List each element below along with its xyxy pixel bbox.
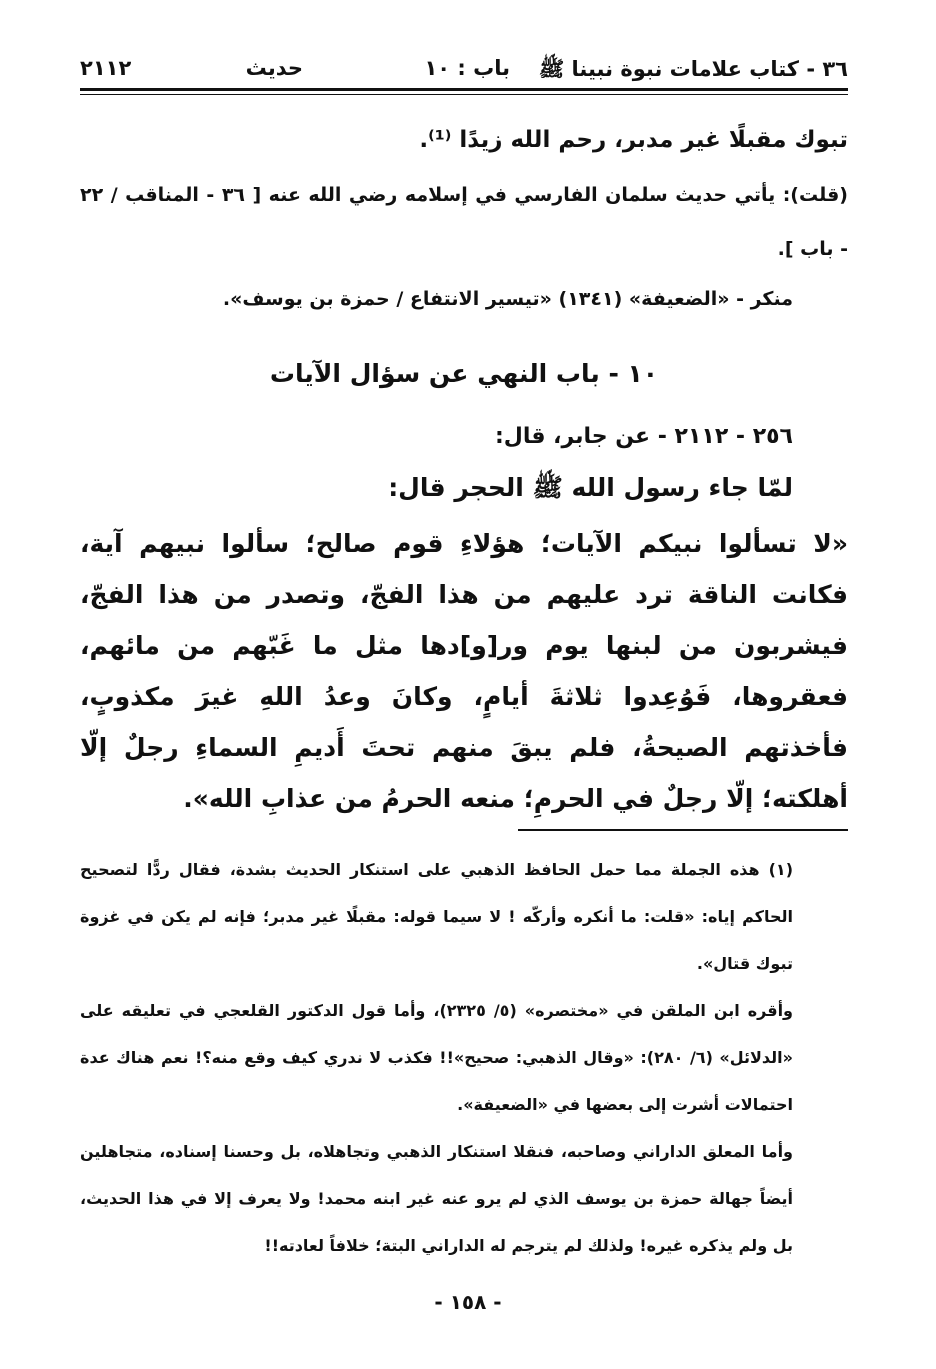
carryover-paragraph: تبوك مقبلًا غير مدبر، رحم الله زيدًا ⁽¹⁾.	[419, 127, 848, 153]
footnotes	[80, 846, 848, 1269]
header-rule-thin	[80, 94, 848, 95]
header-rule-thick	[80, 88, 848, 91]
matn-paragraph: «لا تسألوا نبيكم الآيات؛ هؤلاءِ قوم صالح؛ سألوا نبيهم آية، فكانت الناقة ترد عليهم من هذا الفجّ، وتصدر من هذا الفجّ، فيشربون من لبنها يوم ور[و]دها مثل ما غَبّهم من مائهم، فعقروها، فَوُعِدوا ثلاثةَ أيامٍ، وكانَ وعدُ اللهِ غيرَ مكذوبٍ، فأخذتهم الصيحةُ، فلم يبقَ منهم تحتَ أَديمِ السماءِ رجلٌ إلّا أهلكته؛ إلّا رجلٌ في الحرمِ؛ منعه الحرمُ من عذابِ الله».	[80, 529, 848, 813]
header-hadith-label: حديث	[245, 56, 303, 80]
page-number: - ١٥٨ -	[434, 1290, 502, 1314]
chapter-heading: ١٠ - باب النهي عن سؤال الآيات	[269, 359, 659, 388]
matn-intro: لمّا جاء رسول الله ﷺ الحجر قال:	[388, 473, 793, 502]
footnote-1-commentary: وأما المعلق الداراني وصاحبه، فنقلا استنكار الذهبي وتجاهلاه، بل وحسنا إسناده، متجاهلين أيضاً جهالة حمزة بن يوسف الذي لم يرو عنه غير ابنه محمد! ولا يعرف إلا في هذا الحديث، بل ولم يذكره غيره! ولذلك لم يترجم له الداراني البتة؛ خلافاً لعادته!!	[80, 1142, 793, 1255]
header-chapter: باب : ١٠	[424, 56, 510, 80]
footnote-1: (١) هذه الجملة مما حمل الحافظ الذهبي على استنكار الحديث بشدة، فقال ردًّا لتصحيح الحاكم إياه: «قلت: ما أنكره وأركّه ! لا سيما قوله: مقبلًا غير مدبر؛ فإنه لم يكن في غزوة تبوك قتال».	[80, 860, 793, 973]
footnote-1-continued: وأقره ابن الملقن في «مختصره» (٥/ ٢٣٢٥)، وأما قول الدكتور القلعجي في تعليقه على «الدلائل» (٦/ ٢٨٠): «وقال الذهبي: صحيح»!! فكذب لا ندري كيف وقع منه؟! نعم هناك عدة احتمالات أشرت إلى بعضها في «الضعيفة».	[80, 1001, 794, 1114]
grade-line: منكر - «الضعيفة» (١٣٤١) «تيسير الانتفاع / حمزة بن يوسف».	[222, 288, 793, 310]
main-text	[80, 112, 848, 824]
note-paragraph: (قلت): يأتي حديث سلمان الفارسي في إسلامه رضي الله عنه [ ٣٦ - المناقب / ٢٢ - باب ].	[80, 184, 848, 260]
isnad-line: ٢٥٦ - ٢١١٢ - عن جابر، قال:	[494, 424, 793, 449]
header-book-title: ٣٦ - كتاب علامات نبوة نبينا ﷺ	[538, 57, 848, 81]
header-hadith-number: ٢١١٢	[80, 56, 132, 80]
footnote-separator	[518, 829, 848, 831]
running-header	[80, 52, 848, 88]
